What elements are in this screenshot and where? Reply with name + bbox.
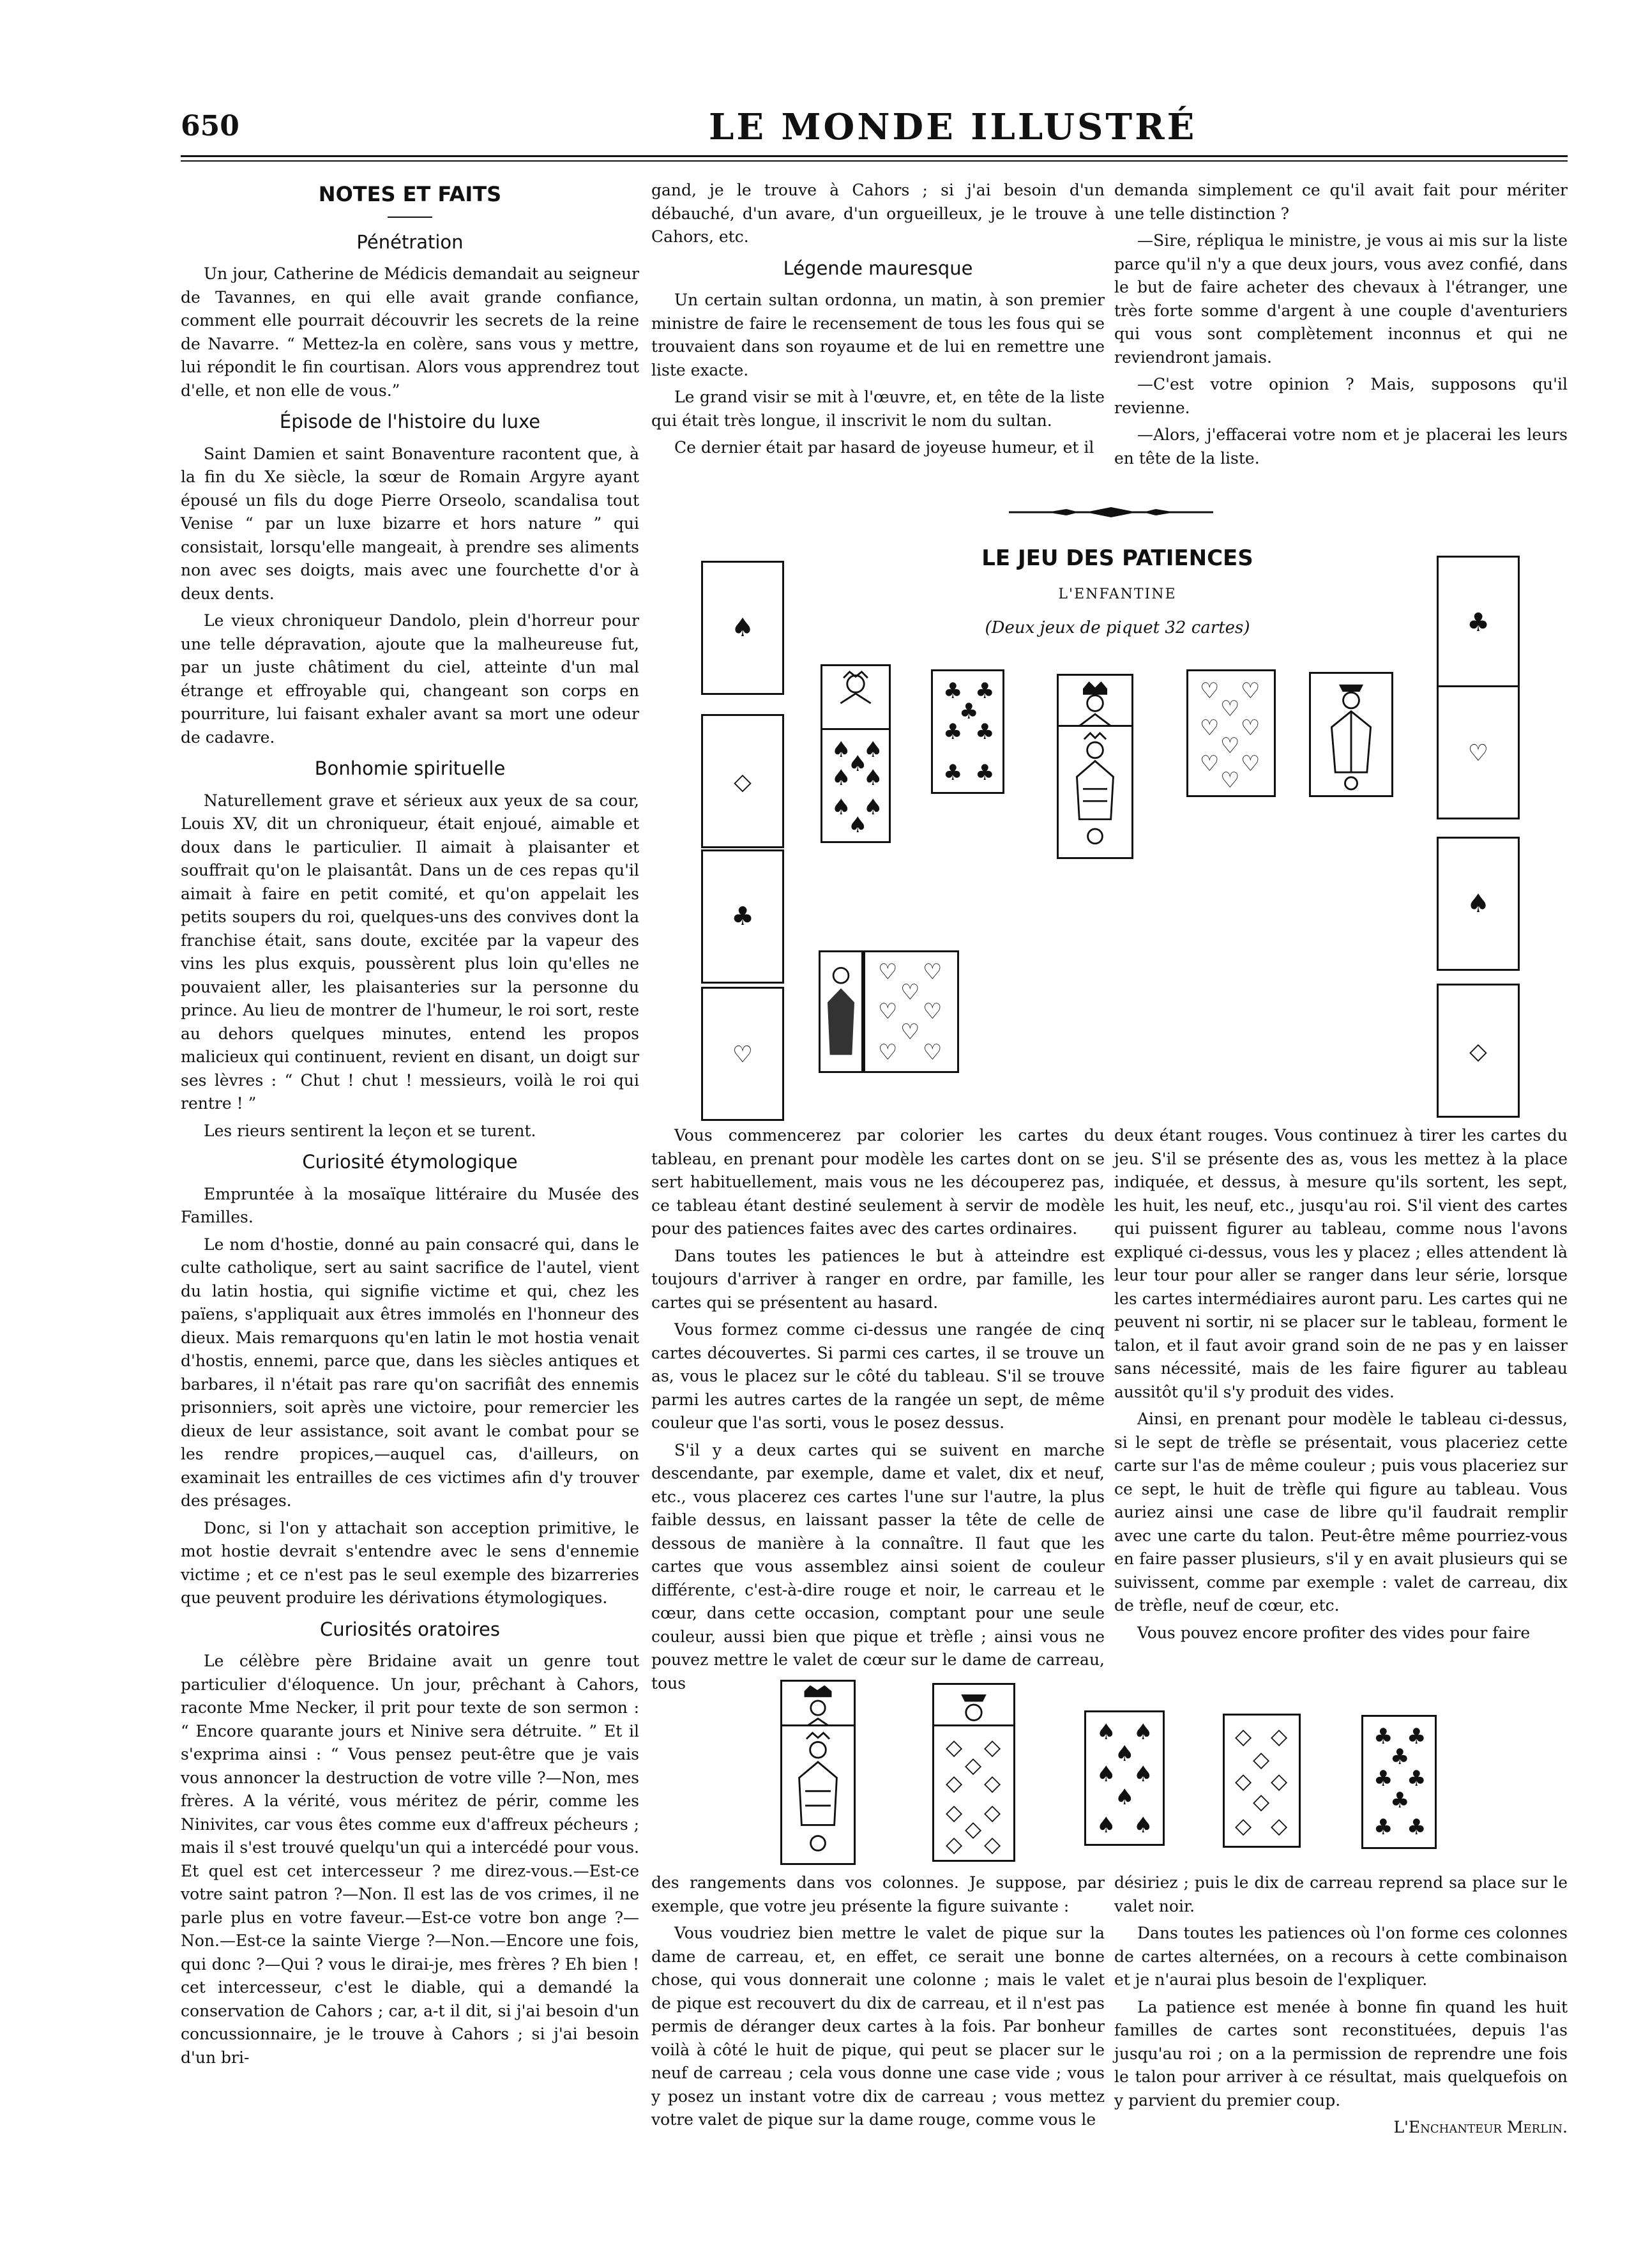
paragraph: Vous pouvez encore profiter des vides pour faire xyxy=(1137,1623,1531,1642)
heart-icon: ♡ xyxy=(1241,715,1260,741)
paragraph: Vous commencerez par colorier les cartes du tableau, en prenant pour modèle les cartes dont on se sert habituellement, mais vous ne les découperez pas, ce tableau étant destiné seulement à servir de modèle pour des patiences faites avec des cartes ordinaires. xyxy=(651,1126,1105,1238)
club-icon: ♣ xyxy=(1390,1788,1410,1813)
heading-luxe: Épisode de l'histoire du luxe xyxy=(279,411,541,432)
card-nine-diamonds xyxy=(1223,1714,1301,1848)
jack-figure-icon xyxy=(1311,674,1391,795)
club-icon: ♣ xyxy=(1373,1815,1393,1840)
card-right-spade xyxy=(1437,837,1520,971)
header-rule-bottom xyxy=(181,160,1568,162)
section-title: NOTES ET FAITS xyxy=(318,182,502,206)
paragraph: gand, je le trouve à Cahors ; si j'ai besoin d'un débauché, d'un avare, d'un orgueilleux, je le trouve à Cahors, etc. xyxy=(651,181,1105,246)
spade-icon: ♠ xyxy=(863,795,883,820)
queen-figure-icon xyxy=(1059,727,1131,857)
diamond-icon: ◇ xyxy=(1253,1747,1270,1772)
paragraph: Vous voudriez bien mettre le valet de pique sur la dame de carreau, et, en effet, ce serait une bonne chose, qui vous donnerait une colonne ; mais le valet de pique est recouvert du dix de carreau, et il n'est pas permis de déranger deux cartes à la fois. Par bonheur voilà à côté le huit de pique, qui peut se placer sur le neuf de carreau ; cela vous donne une case vide ; vous y posez un instant votre dix de carreau ; vous mettez votre valet de pique sur la dame rouge, comme vous le xyxy=(651,1924,1105,2129)
spade-icon: ♠ xyxy=(1096,1719,1116,1745)
patience-title: LE JEU DES PATIENCES xyxy=(981,545,1253,571)
spade-icon: ♠ xyxy=(831,765,851,791)
spade-icon: ♠ xyxy=(848,812,868,838)
paragraph: Le grand visir se mit à l'œuvre, et, en tête de la liste qui était très longue, il inscrivit le nom du sultan. xyxy=(651,388,1105,430)
spade-icon: ♠ xyxy=(1115,1741,1135,1767)
paragraph: Le célèbre père Bridaine avait un genre tout particulier d'éloquence. Un jour, prêchant à Cahors, raconte Mme Necker, il prit pour texte de son sermon : “ Encore quarante jours et Ninive sera détruite. ” Et il s'exprima ainsi : “ Vous pensez peut-être que je vais vous annoncer la destruction de votre ville ?—Non, mes frères. A la vérité, vous méritez de périr, comme les Ninivites, car vous êtes comme eux d'affreux pécheurs ; mais il s'est trouvé quelqu'un qui a intercédé pour vous. Et quel est cet intercesseur ? me direz-vous.—Est-ce votre saint patron ?—Non. Il est las de vos crimes, il ne parle plus en votre faveur.—Est-ce votre bon ange ?—Non.—Est-ce la sainte Vierge ?—Non.—Encore une fois, qui donc ?—Qui ? vous le dirai-je, mes frères ? Eh bien ! cet intercesseur, c'est le diable, qui a demandé la conservation de Cahors ; car, a-t il dit, si j'ai besoin d'un concussionnaire, je le trouve à Cahors ; si j'ai besoin d'un bri- xyxy=(181,1652,639,2067)
paragraph: Vous formez comme ci-dessus une rangée de cinq cartes découvertes. Si parmi ces cartes, il se trouve un as, vous le placez sur le côté du tableau. S'il se trouve parmi les autres cartes de la rangée un sept, de même couleur que l'as sorti, vous le posez dessus. xyxy=(651,1320,1105,1432)
paragraph: Ainsi, en prenant pour modèle le tableau ci-dessus, si le sept de trèfle se présentait, vous placeriez cette carte sur l'as de même couleur ; puis vous placeriez sur ce sept, le huit de trèfle qui figure au tableau. Vous auriez ainsi une case de libre qu'il faudrait remplir avec une carte du talon. Peut-être même pourriez-vous en faire passer plusieurs, s'il y en avait plusieurs qui se suivissent, comme par exemple : valet de carreau, dix de trèfle, neuf de cœur, etc. xyxy=(1114,1410,1568,1615)
paragraph: Dans toutes les patiences le but à atteindre est toujours d'arriver à ranger en ordre, par famille, les cartes qui se présentent au hasard. xyxy=(651,1246,1105,1312)
club-icon: ♣ xyxy=(943,760,963,786)
paragraph: Le nom d'hostie, donné au pain consacré qui, dans le culte catholique, sert au saint sacrifice de l'autel, vient du latin hostia, qui signifie victime et qui, chez les païens, s'appliquait aux êtres immolés en l'honneur des dieux. Mais remarquons qu'en latin le mot hostia venait d'hostis, ennemi, parce que, dans les siècles antiques et barbares, il n'était pas rare qu'on sacrifiât des ennemis prisonniers, soit après une victoire, pour remercier les dieux de leur assistance, soit avant le combat pour se les rendre propices,—auquel cas, d'ailleurs, on examinait les entrailles de ces victimes afin d'y trouver des présages. xyxy=(181,1235,639,1510)
diamond-icon: ◇ xyxy=(1271,1813,1288,1839)
paragraph: —Alors, j'effacerai votre nom et je placerai les leurs en tête de la liste. xyxy=(1114,425,1568,468)
masthead-title: LE MONDE ILLUSTRÉ xyxy=(709,106,1197,148)
spade-icon: ♠ xyxy=(1133,1762,1153,1787)
diamond-icon: ◇ xyxy=(946,1832,963,1857)
diamond-icon: ◇ xyxy=(1271,1724,1288,1749)
diamond-icon: ◇ xyxy=(984,1832,1001,1857)
diamond-icon: ◇ xyxy=(1253,1789,1270,1815)
heart-icon: ♡ xyxy=(1220,733,1240,759)
card-eight-clubs xyxy=(1361,1715,1437,1849)
club-icon: ♣ xyxy=(1407,1815,1426,1840)
card-eight-hearts xyxy=(863,950,959,1073)
heart-icon: ♡ xyxy=(900,980,920,1005)
card-nine-hearts xyxy=(1186,669,1276,797)
spade-icon: ♠ xyxy=(1096,1813,1116,1838)
column-2-bottom xyxy=(651,1871,1105,2136)
column-1 xyxy=(181,179,639,2073)
column-3-bottom xyxy=(1114,1871,1568,2140)
spade-icon: ♠ xyxy=(1133,1719,1153,1745)
heart-icon: ♡ xyxy=(1200,715,1220,741)
page-number: 650 xyxy=(181,110,239,142)
heading-penetration: Pénétration xyxy=(356,231,464,253)
jack-figure-icon xyxy=(821,952,861,1071)
card-ten-diamonds xyxy=(932,1724,1015,1862)
spade-icon: ♠ xyxy=(831,795,851,820)
heart-icon: ♡ xyxy=(923,1040,942,1065)
spade-icon: ♠ xyxy=(848,751,868,777)
paragraph: des rangements dans vos colonnes. Je suppose, par exemple, que votre jeu présente la figure suivante : xyxy=(651,1873,1105,1915)
club-icon: ♣ xyxy=(943,719,963,745)
paragraph: Un jour, Catherine de Médicis demandait au seigneur de Tavannes, en qui elle avait grande confiance, comment elle pourrait découvrir les secrets de la reine de Navarre. “ Mettez-la en colère, sans vous y mettre, lui répondit le fin courtisan. Alors vous apprendrez tout d'elle, et non elle de vous.” xyxy=(181,264,639,400)
paragraph: demanda simplement ce qu'il avait fait pour mériter une telle distinction ? xyxy=(1114,181,1568,223)
paragraph: Naturellement grave et sérieux aux yeux de sa cour, Louis XV, dit un chroniqueur, était enjoué, aimable et doux dans le particulier. Il aimait à plaisanter et souffrait qu'on le plaisantât. Dans un de ces repas qu'il aimait à faire en petit comité, et qu'on appelait les petits soupers du roi, quelques-uns des convives dont la franchise était, sans doute, excitée par la vapeur des vins les plus exquis, poussèrent plus loin qu'elles ne pouvaient aller, les plaisanteries sur la personne du prince. Au lieu de montrer de l'humeur, le roi sort, reste au dehors quelques minutes, entend les propos malicieux qui continuent, revient en disant, un doigt sur ses lèvres : “ Chut ! chut ! messieurs, voilà le roi qui rentre ! ” xyxy=(181,791,639,1113)
card-left-heart xyxy=(701,987,784,1121)
diamond-icon: ◇ xyxy=(1469,1039,1487,1065)
heart-icon: ♡ xyxy=(1467,740,1489,766)
heading-bonhomie: Bonhomie spirituelle xyxy=(314,757,506,779)
card-left-diamond xyxy=(701,714,784,848)
heart-icon: ♡ xyxy=(923,999,942,1024)
card-eight-spades xyxy=(821,728,891,843)
paragraph: —Sire, répliqua le ministre, je vous ai mis sur la liste parce qu'il n'y a que deux jours, vous avez confié, dans le but de faire acheter des chevaux à l'étranger, une très forte somme d'argent à une couple d'aventuriers qui vous sont complètement inconnus et qui ne reviendront jamais. xyxy=(1114,231,1568,367)
paragraph: Saint Damien et saint Bonaventure racontent que, à la fin du Xe siècle, la sœur de Romain Argyre ayant épousé un fils du doge Pierre Orseolo, scandalisa tout Venise “ par un luxe bizarre et hors nature ” qui consistait, lorsqu'elle mangeait, à prendre ses aliments non avec ses doigts, mais avec une fourchette d'or à deux dents. xyxy=(181,444,639,603)
paragraph: Donc, si l'on y attachait son acception primitive, le mot hostie devrait s'entendre avec le sens d'ennemie victime ; et ce n'est pas le seul exemple des bizarreries que peuvent produire les dérivations étymologiques. xyxy=(181,1518,639,1607)
heart-icon: ♡ xyxy=(900,1019,920,1045)
paragraph: Empruntée à la mosaïque littéraire du Musée des Familles. xyxy=(181,1184,639,1226)
card-jack xyxy=(1309,672,1393,797)
card-left-spade xyxy=(701,561,784,695)
club-icon: ♣ xyxy=(1373,1724,1393,1749)
diamond-icon: ◇ xyxy=(946,1800,963,1825)
card-right-heart xyxy=(1437,685,1520,819)
club-icon: ♣ xyxy=(959,699,979,724)
paragraph: Les rieurs sentirent la leçon et se turent. xyxy=(204,1121,536,1140)
heart-icon: ♡ xyxy=(878,959,898,985)
column-2-top xyxy=(651,179,1105,464)
diamond-icon: ◇ xyxy=(984,1735,1001,1760)
diamond-icon: ◇ xyxy=(1271,1769,1288,1794)
spade-icon: ♠ xyxy=(731,613,754,643)
column-3-top xyxy=(1114,179,1568,474)
heart-icon: ♡ xyxy=(878,1040,898,1065)
heart-icon: ♡ xyxy=(1200,678,1220,704)
title-rule xyxy=(388,217,432,218)
club-icon: ♣ xyxy=(1390,1744,1410,1770)
column-2-mid xyxy=(651,1124,1105,1699)
spade-icon: ♠ xyxy=(1133,1813,1153,1838)
paragraph: désiriez ; puis le dix de carreau reprend sa place sur le valet noir. xyxy=(1114,1873,1568,1915)
diamond-icon: ◇ xyxy=(965,1753,982,1778)
patience-note: (Deux jeux de piquet 32 cartes) xyxy=(985,618,1250,637)
spade-icon: ♠ xyxy=(831,737,851,763)
spade-icon: ♠ xyxy=(1467,889,1490,918)
card-queen xyxy=(1057,725,1133,859)
column-3-mid xyxy=(1114,1124,1568,1648)
club-icon: ♣ xyxy=(1407,1724,1426,1749)
spade-icon: ♠ xyxy=(863,765,883,791)
heading-oratoires: Curiosités oratoires xyxy=(320,1618,500,1640)
paragraph: S'il y a deux cartes qui se suivent en marche descendante, par exemple, dame et valet, dix et neuf, etc., vous placerez ces cartes l'une sur l'autre, la plus faible dessus, en laissant passer la tête de celle de dessous de manière à la connaître. Il faut que les cartes que vous assemblez ainsi soient de couleur différente, c'est-à-dire rouge et noir, le carreau et le cœur, dans cette occasion, comptant pour une seule couleur, aussi bien que pique et trèfle ; ainsi vous ne pouvez mettre le valet de cœur sur le dame de carreau, tous xyxy=(651,1440,1105,1693)
card-left-club xyxy=(701,849,784,984)
club-icon: ♣ xyxy=(975,719,995,745)
diamond-icon: ◇ xyxy=(734,769,752,795)
diamond-icon: ◇ xyxy=(946,1770,963,1796)
paragraph: Ce dernier était par hasard de joyeuse humeur, et il xyxy=(674,438,1094,457)
paragraph: Dans toutes les patiences où l'on forme ces colonnes de cartes alternées, on a recours à cette combinaison et je n'aurai plus besoin de l'expliquer. xyxy=(1114,1924,1568,1989)
queen-figure-icon xyxy=(782,1726,854,1863)
card-right-club xyxy=(1437,556,1520,690)
heart-icon: ♡ xyxy=(1220,768,1240,793)
club-icon: ♣ xyxy=(1373,1766,1393,1792)
signature: L'Enchanteur Merlin. xyxy=(1393,2118,1568,2136)
card-right-diamond xyxy=(1437,984,1520,1118)
heart-icon: ♡ xyxy=(732,1042,753,1068)
patience-subtitle: L'ENFANTINE xyxy=(1058,586,1177,602)
heart-icon: ♡ xyxy=(1200,751,1220,777)
heading-legende: Légende mauresque xyxy=(783,257,973,279)
heart-icon: ♡ xyxy=(1220,696,1240,722)
diamond-icon: ◇ xyxy=(946,1735,963,1760)
club-icon: ♣ xyxy=(731,902,754,931)
club-icon: ♣ xyxy=(1407,1766,1426,1792)
diamond-icon: ◇ xyxy=(1235,1724,1252,1749)
paragraph: deux étant rouges. Vous continuez à tirer les cartes du jeu. S'il se présente des as, vous les mettez à la place indiquée, et dessus, à mesure qu'ils sortent, les sept, les huit, les neuf, etc., jusqu'au roi. S'il vient des cartes qui puissent figurer au tableau, comme nous l'avons expliqué ci-dessus, vous les y placez ; elles attendent là leur tour pour aller se ranger dans leur série, lorsque les cartes intermédiaires auront paru. Les cartes qui ne peuvent ni sortir, ni se placer sur le tableau, forment le talon, et il faut avoir grand soin de ne pas y en laisser sans nécessité, mais de les faire figurer au tableau aussitôt qu'il s'y produit des vides. xyxy=(1114,1126,1568,1401)
heading-etymo: Curiosité étymologique xyxy=(302,1151,518,1173)
club-icon: ♣ xyxy=(943,678,963,704)
diamond-icon: ◇ xyxy=(1235,1813,1252,1839)
spade-icon: ♠ xyxy=(1096,1762,1116,1787)
header-rule-top xyxy=(181,155,1568,157)
spade-icon: ♠ xyxy=(1115,1785,1135,1810)
diamond-icon: ◇ xyxy=(984,1800,1001,1825)
spade-icon: ♠ xyxy=(863,737,883,763)
card-queen-diamonds xyxy=(780,1724,856,1865)
paragraph: —C'est votre opinion ? Mais, supposons qu'il revienne. xyxy=(1114,375,1568,417)
card-seven-clubs xyxy=(931,669,1004,794)
paragraph: Le vieux chroniqueur Dandolo, plein d'horreur pour une telle dépravation, ajoute que la malheureuse fut, par un juste châtiment du ciel, atteinte d'un mal étrange et effroyable qui, changeant son corps en pourriture, lui faisant exhaler avant sa mort une odeur de cadavre. xyxy=(181,611,639,747)
club-icon: ♣ xyxy=(975,760,995,786)
heart-icon: ♡ xyxy=(878,999,898,1024)
club-icon: ♣ xyxy=(975,678,995,704)
card-face-partial xyxy=(819,950,863,1073)
diamond-icon: ◇ xyxy=(965,1816,982,1842)
paragraph: Un certain sultan ordonna, un matin, à son premier ministre de faire le recensement de tous les fous qui se trouvaient dans son royaume et de lui en remettre une liste exacte. xyxy=(651,291,1105,379)
ornament-divider xyxy=(1009,507,1213,517)
heart-icon: ♡ xyxy=(923,959,942,985)
diamond-icon: ◇ xyxy=(984,1770,1001,1796)
club-icon: ♣ xyxy=(1467,608,1490,637)
heart-icon: ♡ xyxy=(1241,751,1260,777)
paragraph: La patience est menée à bonne fin quand les huit familles de cartes sont reconstituées, depuis l'as jusqu'au roi ; on a la permission de reprendre une fois le talon pour arriver à ce résultat, mais quelquefois on y parvient du premier coup. xyxy=(1114,1997,1568,2110)
diamond-icon: ◇ xyxy=(1235,1769,1252,1794)
heart-icon: ♡ xyxy=(1241,678,1260,704)
card-eight-spades-2 xyxy=(1084,1710,1165,1846)
